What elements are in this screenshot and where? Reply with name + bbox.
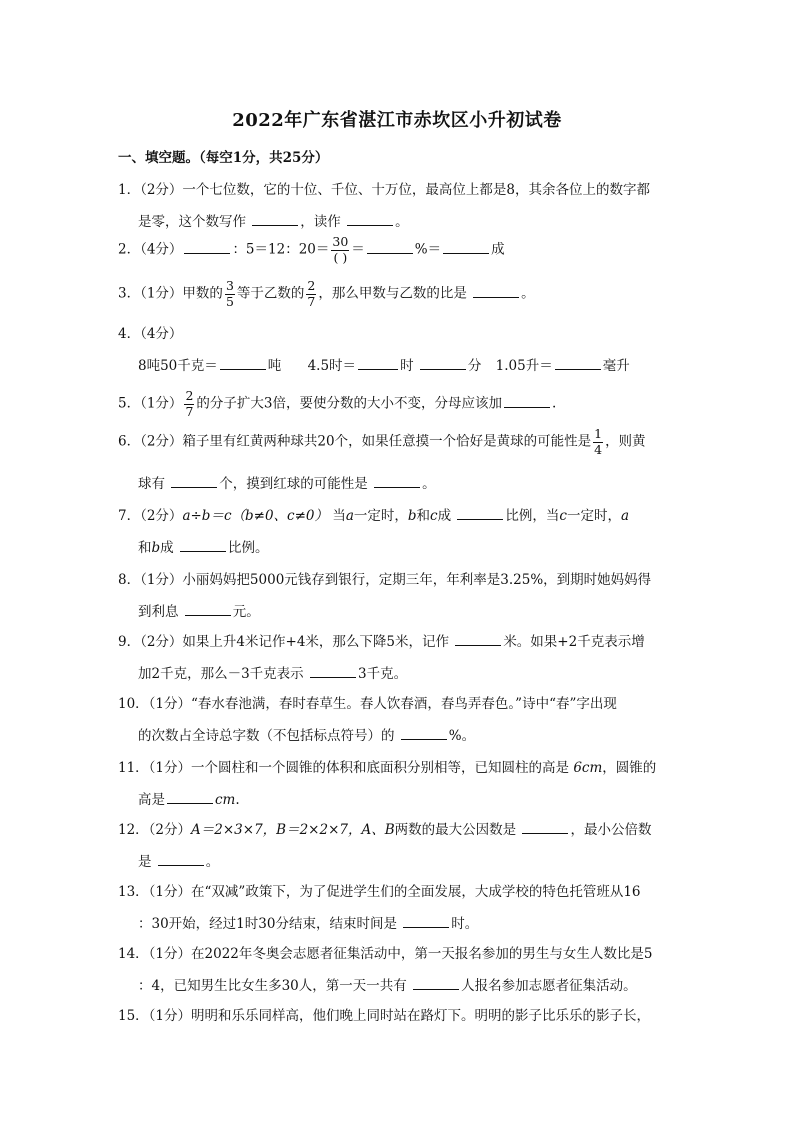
- answer-blank[interactable]: [367, 241, 413, 254]
- q6-line1: 6．（2分）箱子里有红黄两种球共20个，如果任意摸一个恰好是黄球的可能性是 $\frac{1}{4}$ ，则黄: [118, 426, 646, 457]
- q5-line: 5．（1分） $\frac{2}{7}$ 的分子扩大3倍，要使分数的大小不变，分母应该加 .: [118, 388, 557, 419]
- q4-label: 4．（4分）: [118, 326, 183, 342]
- q7-line2: 和b成 比例。: [138, 540, 269, 556]
- fraction: $\frac{30}{( )}$: [332, 234, 349, 265]
- q12-line2: 是 。: [138, 854, 220, 870]
- q11-line1: 11．（1分）一个圆柱和一个圆锥的体积和底面积分别相等，已知圆柱的高是 6cm，圆锥的: [118, 760, 657, 776]
- q8-line1: 8．（1分）小丽妈妈把5000元钱存到银行，定期三年，年利率是3.25%，到期时她妈妈得: [118, 572, 652, 588]
- exam-title: 2022年广东省湛江市赤坎区小升初试卷: [232, 110, 562, 131]
- answer-blank[interactable]: [473, 285, 519, 298]
- q3-line: 3．（1分）甲数的 $\frac{3}{5}$ 等于乙数的 $\frac{2}{7}$ ，那么甲数与乙数的比是 。: [118, 278, 535, 309]
- answer-blank[interactable]: [522, 821, 568, 834]
- answer-blank[interactable]: [443, 241, 489, 254]
- answer-blank[interactable]: [252, 213, 298, 226]
- q9-line2: 加2千克，那么－3千克表示 3千克。: [138, 666, 408, 682]
- answer-blank[interactable]: [401, 727, 447, 740]
- section-heading: 一、填空题。（每空1分，共25分）: [118, 150, 329, 166]
- answer-blank[interactable]: [455, 633, 501, 646]
- answer-blank[interactable]: [310, 665, 356, 678]
- q10-line1: 10．（1分）“春水春池满，春时春草生。春人饮春酒，春鸟弄春色。”诗中“春”字出现: [118, 696, 617, 712]
- answer-blank[interactable]: [457, 507, 503, 520]
- fraction: $\frac{2}{7}$: [307, 278, 316, 309]
- answer-blank[interactable]: [167, 791, 213, 804]
- answer-blank[interactable]: [347, 213, 393, 226]
- answer-blank[interactable]: [220, 357, 266, 370]
- answer-blank[interactable]: [555, 357, 601, 370]
- answer-blank[interactable]: [158, 853, 204, 866]
- q1-line1: 1．（2分）一个七位数，它的十位、千位、十万位，最高位上都是8，其余各位上的数字都: [118, 182, 651, 198]
- q7-line1: 7．（2分）a÷b＝c（b≠0、c≠0） 当a一定时，b和c成 比例，当c一定时，a: [118, 508, 630, 524]
- q11-line2: 高是 cm.: [138, 792, 240, 808]
- q13-line2: ：30开始，经过1时30分结束，结束时间是 时。: [138, 916, 479, 932]
- answer-blank[interactable]: [420, 357, 466, 370]
- answer-blank[interactable]: [403, 915, 449, 928]
- answer-blank[interactable]: [185, 603, 231, 616]
- answer-blank[interactable]: [358, 357, 398, 370]
- q4-line2: 8吨50千克＝ 吨 4.5时＝ 时 分 1.05升＝ 毫升: [138, 358, 630, 374]
- answer-blank[interactable]: [171, 475, 217, 488]
- q9-line1: 9．（2分）如果上升4米记作+4米，那么下降5米，记作 米。如果+2千克表示增: [118, 634, 645, 650]
- q14-line1: 14．（1分）在2022年冬奥会志愿者征集活动中，第一天报名参加的男生与女生人数比是5: [118, 946, 653, 962]
- q8-line2: 到利息 元。: [138, 604, 260, 620]
- q10-line2: 的次数占全诗总字数（不包括标点符号）的 %。: [138, 728, 476, 744]
- answer-blank[interactable]: [504, 395, 550, 408]
- answer-blank[interactable]: [180, 539, 226, 552]
- answer-blank[interactable]: [184, 241, 230, 254]
- fraction: $\frac{3}{5}$: [225, 278, 234, 309]
- q2-line: 2．（4分） ：5＝12：20＝ $\frac{30}{( )}$ ＝ %＝ 成: [118, 234, 505, 265]
- q12-line1: 12．（2分）A＝2×3×7，B＝2×2×7，A、B两数的最大公因数是 ，最小公倍数: [118, 822, 652, 838]
- q14-line2: ：4，已知男生比女生多30人，第一天一共有 人报名参加志愿者征集活动。: [138, 978, 637, 994]
- q1-line2: 是零，这个数写作 ，读作 。: [138, 214, 409, 230]
- q6-line2: 球有 个，摸到红球的可能性是 。: [138, 476, 436, 492]
- q13-line1: 13．（1分）在“双减”政策下，为了促进学生们的全面发展，大成学校的特色托管班从16: [118, 884, 641, 900]
- fraction: $\frac{2}{7}$: [185, 388, 194, 419]
- fraction: $\frac{1}{4}$: [594, 426, 603, 457]
- q15-line1: 15．（1分）明明和乐乐同样高，他们晚上同时站在路灯下。明明的影子比乐乐的影子长，: [118, 1008, 651, 1024]
- answer-blank[interactable]: [374, 475, 420, 488]
- answer-blank[interactable]: [413, 977, 459, 990]
